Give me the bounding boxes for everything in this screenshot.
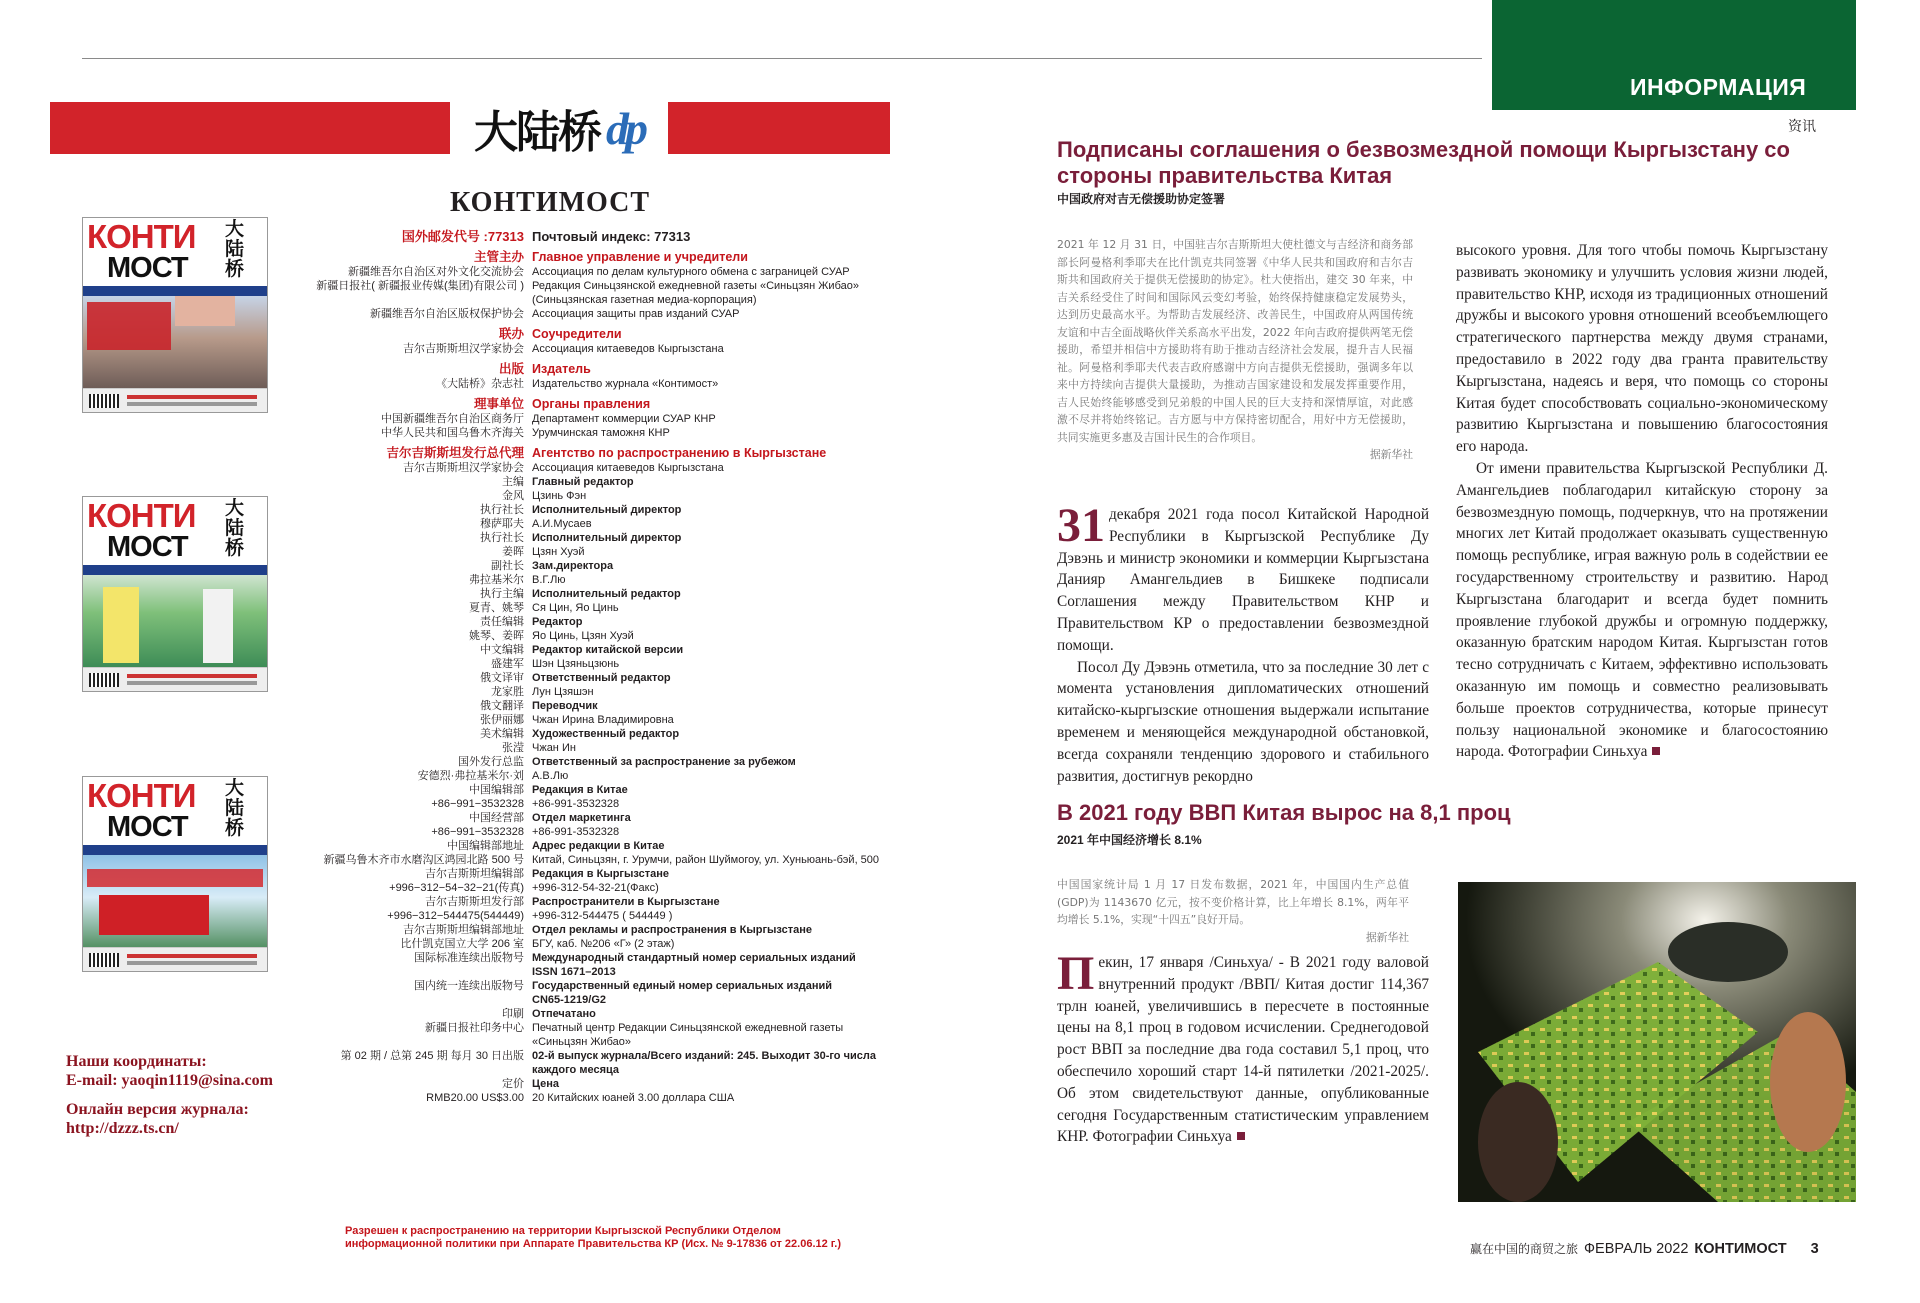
masthead-value-ru: Редакция Синьцзянской ежедневной газеты «Синьцзян Жибао» (Синьцзянская газетная медиа-корпорация) — [532, 280, 859, 306]
cover-cn-title: 大陆桥 — [225, 219, 245, 280]
section-title: ИНФОРМАЦИЯ — [1630, 74, 1807, 100]
masthead-value-ru: Редакция в Китае — [532, 784, 628, 796]
masthead-value-ru: Агентство по распространению в Кыргызстане — [532, 446, 827, 460]
masthead-value-ru: Главный редактор — [532, 476, 634, 488]
cover-band — [83, 286, 268, 296]
masthead-value-ru: Художественный редактор — [532, 728, 680, 740]
cover-cn-title: 大陆桥 — [225, 498, 245, 559]
masthead-value-ru: Цзинь Фэн — [532, 490, 587, 502]
masthead-label-cn: 执行社长 — [480, 532, 524, 544]
article-cn-headline: 2021 年中国经济增长 8.1% — [1057, 833, 1202, 847]
cover-barcode-icon — [83, 667, 268, 691]
masthead-label-cn: 龙家胜 — [491, 686, 524, 698]
magazine-logo — [450, 94, 668, 162]
masthead-label-cn: 主管主办 — [473, 250, 524, 264]
masthead-label-cn: 新疆日报社印务中心 — [425, 1022, 524, 1034]
cn-source: 据新华社 — [1369, 448, 1413, 461]
masthead-row — [280, 1021, 900, 1049]
cover-photo-detail — [175, 296, 235, 326]
cn-body: 中国国家统计局 1 月 17 日发布数据，2021 年，中国国内生产总值(GDP)为 1143670 亿元，按不变价格计算，比上年增长 8.1%，两年平均增长 5.1%，实现“十四五”良好开局。 — [1057, 878, 1409, 926]
masthead-label-cn: 吉尔吉斯斯坦汉学家协会 — [403, 343, 524, 355]
masthead-value-ru: Урумчинская таможня КНР — [532, 427, 670, 439]
masthead-row — [280, 461, 900, 475]
end-mark-icon — [1237, 1132, 1245, 1140]
masthead-value-ru: +996-312-54-32-21(Факс) — [532, 882, 659, 894]
masthead-label-cn: +86−991−3532328 — [431, 826, 524, 838]
cn-body: 2021 年 12 月 31 日，中国驻吉尔吉斯斯坦大使杜德文与吉经济和商务部部长阿曼格利季耶夫在比什凯克共同签署《中华人民共和国政府和吉尔吉斯共和国政府关于提供无偿援助的协定》。杜大使指出，建交 30 年来，中吉关系经受住了时间和国际风云变幻考验，始终保持健康稳定发展势头，达到历史最高水平。为帮助吉发展经济、改善民生，中国政府从两国传统友谊和中吉全面战略伙伴关系高水平出发，2022 年向吉政府提供两笔无偿援助，希望并相信中方援助将有助于推动吉经济社会发展，提升吉人民福祉。阿曼格利季耶夫代表吉政府感谢中方向吉提供无偿援助，强调多年以来中方持续向吉提供大量援助，为推动吉国家建设和发展发挥重要作用，吉人民始终能够感受到兄弟般的中国人民的巨大支持和深情厚谊，对此感激不尽并将始终铭记。吉方愿与中方保持密切配合，用好中方无偿援助，共同实施更多惠及吉国计民生的合作项目。 — [1057, 238, 1413, 444]
masthead-row — [280, 951, 900, 965]
masthead-row — [280, 342, 900, 356]
masthead-row — [280, 503, 900, 517]
section-cn-title: 资讯 — [1788, 118, 1816, 134]
cover-barcode-icon — [83, 947, 268, 971]
masthead-row — [280, 230, 900, 244]
masthead-label-cn: 中文编辑 — [480, 644, 524, 656]
drop-cap: 31 — [1057, 499, 1105, 552]
distribution-permit: Разрешен к распространению на территории Кыргызской Республики Отделом информационной политики при Аппарате Правительства КР (Исх. № 9-17836 от 22.06.12 г.) — [345, 1225, 842, 1250]
masthead-label-cn: 比什凯克国立大学 206 室 — [400, 938, 524, 950]
masthead-row — [280, 909, 900, 923]
masthead-value-ru: Печатный центр Редакции Синьцзянской ежедневной газеты «Синьцзян Жибао» — [532, 1022, 844, 1048]
footer-brand: КОНТИМОСТ — [1694, 1241, 1787, 1257]
masthead-row — [280, 307, 900, 321]
masthead-label-cn: 《大陆桥》杂志社 — [436, 378, 524, 390]
masthead-label-cn: 张滢 — [502, 742, 524, 754]
masthead-label-cn — [280, 993, 532, 1007]
cover-subtitle: МОСТ — [107, 531, 188, 563]
masthead-value-ru: +86-991-3532328 — [532, 826, 620, 838]
masthead-row — [280, 895, 900, 909]
drop-cap: П — [1057, 947, 1095, 1000]
cover-photo-detail — [203, 589, 233, 663]
masthead-value-ru: Органы правления — [532, 397, 651, 411]
page-footer — [1470, 1240, 1819, 1257]
masthead-label-cn: 定价 — [502, 1078, 524, 1090]
cover-subtitle: МОСТ — [107, 252, 188, 284]
masthead-label-cn: 责任编辑 — [480, 616, 524, 628]
masthead-row — [280, 446, 900, 461]
contact-email[interactable]: E-mail: yaoqin1119@sina.com — [66, 1072, 273, 1089]
masthead — [280, 230, 900, 1105]
masthead-label-cn: 主编 — [502, 476, 524, 488]
masthead-row — [280, 1091, 900, 1105]
masthead-value-ru: Ассоциация защиты прав изданий СУАР — [532, 308, 740, 320]
masthead-row — [280, 853, 900, 867]
masthead-row — [280, 923, 900, 937]
masthead-label-cn: 吉尔吉斯斯坦发行部 — [425, 896, 524, 908]
paragraph: высокого уровня. Для того чтобы помочь Кыргызстану развивать экономику и улучшить условия жизни людей, правительство КНР, исходя из традиционных отношений дружбы и высокого уровня отношений всеобъемлющего стратегического партнерства между двумя странами, предоставило в 2022 году два гранта правительству Кыргызстана, надеясь и веря, что помощь со стороны Китая будет способствовать социально-экономическому развитию Кыргызстана и повышению благосостояния его народа. — [1456, 242, 1828, 456]
masthead-label-cn: +996−312−54−32−21(传真) — [389, 882, 524, 894]
masthead-row — [280, 426, 900, 440]
masthead-row — [280, 517, 900, 531]
masthead-value-ru: ISSN 1671–2013 — [532, 966, 616, 978]
masthead-label-cn: 国外邮发代号 :77313 — [401, 229, 524, 244]
masthead-value-ru: Чжан Ин — [532, 742, 576, 754]
masthead-row — [280, 1077, 900, 1091]
article-body-col2 — [1456, 240, 1828, 763]
masthead-row — [280, 545, 900, 559]
article-cn-text — [1057, 876, 1409, 946]
masthead-value-ru: Зам.директора — [532, 560, 614, 572]
masthead-row — [280, 362, 900, 377]
masthead-label-cn: 穆萨耶夫 — [480, 518, 524, 530]
logo-text: 大陆桥 — [474, 107, 600, 158]
masthead-value-ru: +86-991-3532328 — [532, 798, 620, 810]
masthead-row — [280, 573, 900, 587]
masthead-value-ru: Ассоциация китаеведов Кыргызстана — [532, 462, 724, 474]
masthead-label-cn: 中国经营部 — [469, 812, 524, 824]
paragraph: екин, 17 января /Синьхуа/ - В 2021 году валовой внутренний продукт /ВВП/ Китая достиг 114,367 трлн юаней, увеличившись в пересчете в постоянные цены на 8,1 проц в годовом исчислении. Среднегодовой рост ВВП за последние два года составил 5,1 проц, что обеспечило хороший старт 14-й пятилетки /2021-2025/. Об этом свидетельствуют данные, опубликованные сегодня Государственным статистическим управлением КНР. Фотографии Синьхуа — [1057, 954, 1429, 1146]
masthead-value-ru: Ответственный редактор — [532, 672, 671, 684]
cover-photo-detail — [87, 869, 263, 887]
masthead-value-ru: Распространители в Кыргызстане — [532, 896, 720, 908]
cover-band — [83, 565, 268, 575]
circuit-board-photo — [1458, 882, 1856, 1202]
paragraph: Посол Ду Дэвэнь отметила, что за последние 30 лет с момента установления дипломатических отношений китайско-кыргызские отношения выдержали испытание временем и меняющейся международной обстановкой, всегда сохраняли тенденцию здорового и стабильного развития, достигнув рекордно — [1057, 658, 1429, 785]
masthead-row — [280, 993, 900, 1007]
masthead-value-ru: Отдел рекламы и распространения в Кыргызстане — [532, 924, 813, 936]
cover-title: КОНТИ — [87, 218, 196, 255]
cover-cn-title: 大陆桥 — [225, 778, 245, 839]
masthead-row — [280, 811, 900, 825]
masthead-row — [280, 1049, 900, 1077]
masthead-row — [280, 250, 900, 265]
masthead-label-cn: 美术编辑 — [480, 728, 524, 740]
masthead-label-cn: 姜晖 — [502, 546, 524, 558]
masthead-label-cn: 新疆维吾尔自治区版权保护协会 — [370, 308, 524, 320]
article-headline: Подписаны соглашения о безвозмездной помощи Кыргызстану со стороны правительства Китая — [1057, 137, 1790, 188]
paragraph: декабря 2021 года посол Китайской Народной Республики в Кыргызской Республике Ду Дэвэнь и министр экономики и коммерции Кыргызстана Данияр Амангельдиев в Бишкеке подписали Соглашения между Правительством КНР и Правительством КР о предоставлении безвозмездной помощи. — [1057, 506, 1429, 654]
masthead-label-cn: 盛建军 — [491, 658, 524, 670]
cover-thumbnail — [82, 496, 268, 692]
masthead-value-ru: Ответственный за распространение за рубежом — [532, 756, 796, 768]
masthead-row — [280, 825, 900, 839]
masthead-label-cn: 吉尔吉斯斯坦编辑部地址 — [403, 924, 524, 936]
article-body-col1 — [1057, 499, 1429, 787]
online-version-link[interactable]: http://dzzz.ts.cn/ — [66, 1120, 179, 1137]
masthead-row — [280, 713, 900, 727]
masthead-label-cn: 国外发行总监 — [458, 756, 524, 768]
masthead-value-ru: Редактор китайской версии — [532, 644, 684, 656]
masthead-row — [280, 531, 900, 545]
masthead-row — [280, 587, 900, 601]
masthead-label-cn: 国际标准连续出版物号 — [414, 952, 524, 964]
masthead-value-ru: Цзян Хуэй — [532, 546, 585, 558]
masthead-label-cn: 夏青、姚琴 — [469, 602, 524, 614]
footer-month: ФЕВРАЛЬ 2022 — [1584, 1241, 1689, 1257]
masthead-row — [280, 769, 900, 783]
masthead-label-cn: 安德烈·弗拉基米尔·刘 — [417, 770, 524, 782]
masthead-row — [280, 643, 900, 657]
masthead-row — [280, 839, 900, 853]
page-number: 3 — [1810, 1241, 1819, 1257]
masthead-value-ru: Ассоциация по делам культурного обмена с заграницей СУАР — [532, 266, 850, 278]
masthead-value-ru: Редакция в Кыргызстане — [532, 868, 669, 880]
masthead-row — [280, 741, 900, 755]
masthead-row — [280, 867, 900, 881]
masthead-value-ru: А.В.Лю — [532, 770, 569, 782]
cover-barcode-icon — [83, 388, 268, 412]
masthead-row — [280, 475, 900, 489]
masthead-label-cn: 吉尔吉斯斯坦汉学家协会 — [403, 462, 524, 474]
cover-title: КОНТИ — [87, 777, 196, 814]
masthead-value-ru: Издательство журнала «Контимост» — [532, 378, 719, 390]
masthead-label-cn: 中华人民共和国乌鲁木齐海关 — [381, 427, 524, 439]
magazine-title: КОНТИМОСТ — [450, 187, 651, 218]
masthead-label-cn: 张伊丽娜 — [480, 714, 524, 726]
masthead-label-cn: 俄文翻译 — [480, 700, 524, 712]
masthead-value-ru: Исполнительный директор — [532, 504, 682, 516]
article-headline: В 2021 году ВВП Китая вырос на 8,1 проц — [1057, 800, 1511, 825]
masthead-value-ru: Отдел маркетинга — [532, 812, 631, 824]
end-mark-icon — [1652, 747, 1660, 755]
masthead-value-ru: Почтовый индекс: 77313 — [532, 229, 691, 244]
masthead-value-ru: 20 Китайских юаней 3.00 доллара США — [532, 1092, 735, 1104]
masthead-row — [280, 979, 900, 993]
masthead-label-cn: 俄文译审 — [480, 672, 524, 684]
masthead-row — [280, 397, 900, 412]
masthead-value-ru: БГУ, каб. №206 «Г» (2 этаж) — [532, 938, 675, 950]
masthead-row — [280, 727, 900, 741]
masthead-row — [280, 279, 900, 307]
masthead-label-cn: 新疆维吾尔自治区对外文化交流协会 — [348, 266, 524, 278]
masthead-value-ru: Редактор — [532, 616, 583, 628]
masthead-value-ru: Исполнительный редактор — [532, 588, 681, 600]
masthead-row — [280, 629, 900, 643]
masthead-value-ru: Отпечатано — [532, 1008, 596, 1020]
masthead-label-cn: 中国新疆维吾尔自治区商务厅 — [381, 413, 524, 425]
masthead-row — [280, 755, 900, 769]
masthead-label-cn: 吉尔吉斯斯坦发行总代理 — [386, 446, 524, 460]
masthead-row — [280, 327, 900, 342]
masthead-value-ru: 02-й выпуск журнала/Всего изданий: 245. Выходит 30-го числа каждого месяца — [532, 1050, 876, 1076]
masthead-label-cn: 中国编辑部地址 — [447, 840, 524, 852]
masthead-row — [280, 671, 900, 685]
masthead-row — [280, 881, 900, 895]
contact-block — [66, 1052, 273, 1138]
masthead-row — [280, 615, 900, 629]
masthead-row — [280, 797, 900, 811]
masthead-row — [280, 377, 900, 391]
masthead-label-cn: 印刷 — [502, 1008, 524, 1020]
article-body — [1057, 947, 1429, 1148]
photo-illustration — [1458, 882, 1856, 1202]
masthead-label-cn: 吉尔吉斯斯坦编辑部 — [425, 868, 524, 880]
masthead-label-cn: 国内统一连续出版物号 — [414, 980, 524, 992]
masthead-label-cn: 第 02 期 / 总第 245 期 每月 30 日出版 — [340, 1050, 524, 1062]
masthead-row — [280, 559, 900, 573]
masthead-label-cn: +86−991−3532328 — [431, 798, 524, 810]
masthead-row — [280, 783, 900, 797]
masthead-value-ru: Главное управление и учредители — [532, 250, 748, 264]
masthead-row — [280, 601, 900, 615]
masthead-row — [280, 699, 900, 713]
masthead-label-cn: 姚琴、姜晖 — [469, 630, 524, 642]
contact-heading: Наши координаты: — [66, 1053, 207, 1070]
masthead-label-cn: 出版 — [498, 362, 524, 376]
top-rule — [82, 58, 1482, 59]
article-cn-headline: 中国政府对吉无偿援助协定签署 — [1057, 192, 1226, 206]
masthead-value-ru: Ассоциация китаеведов Кыргызстана — [532, 343, 724, 355]
masthead-label-cn: +996−312−544475(544449) — [387, 910, 524, 922]
cover-title: КОНТИ — [87, 497, 196, 534]
masthead-value-ru: Ся Цин, Яо Цинь — [532, 602, 619, 614]
cover-subtitle: МОСТ — [107, 811, 188, 843]
cover-band — [83, 845, 268, 855]
cn-source: 据新华社 — [1365, 930, 1409, 944]
cover-photo-detail — [87, 302, 171, 350]
masthead-value-ru: +996-312-544475 ( 544449 ) — [532, 910, 673, 922]
masthead-label-cn: RMB20.00 US$3.00 — [426, 1092, 524, 1104]
masthead-value-ru: CN65-1219/G2 — [532, 994, 606, 1006]
footer-cn: 赢在中国的商贸之旅 — [1470, 1242, 1579, 1256]
masthead-value-ru: Государственный единый номер сериальных изданий — [532, 980, 833, 992]
masthead-row — [280, 685, 900, 699]
masthead-value-ru: Исполнительный директор — [532, 532, 682, 544]
masthead-label-cn — [280, 965, 532, 979]
masthead-label-cn: 中国编辑部 — [469, 784, 524, 796]
online-version-label: Онлайн версия журнала: — [66, 1101, 249, 1118]
masthead-label-cn: 执行社长 — [480, 504, 524, 516]
masthead-value-ru: В.Г.Лю — [532, 574, 566, 586]
masthead-label-cn: 新疆日报社( 新疆报业传媒(集团)有限公司 ) — [316, 280, 524, 292]
cover-thumbnail — [82, 217, 268, 413]
masthead-row — [280, 412, 900, 426]
dp-logo-icon: dp — [606, 102, 644, 154]
masthead-label-cn: 金风 — [502, 490, 524, 502]
masthead-label-cn: 联办 — [498, 327, 524, 341]
cover-photo-detail — [99, 895, 209, 935]
masthead-value-ru: Шэн Цзяньцзюнь — [532, 658, 620, 670]
masthead-row — [280, 965, 900, 979]
cover-photo-detail — [103, 587, 139, 663]
masthead-row — [280, 265, 900, 279]
masthead-value-ru: Чжан Ирина Владимировна — [532, 714, 674, 726]
cover-thumbnail — [82, 776, 268, 972]
masthead-row — [280, 1007, 900, 1021]
masthead-row — [280, 937, 900, 951]
masthead-label-cn: 副社长 — [491, 560, 524, 572]
masthead-label-cn: 理事单位 — [473, 397, 524, 411]
paragraph: От имени правительства Кыргызской Республики Д. Амангельдиев поблагодарил китайскую сторону за безвозмездную помощь, подчеркнув, что на протяжении многих лет Китай продолжает оказывать существенную помощь республике, играя важную роль в содействии ее государственному строительству и развитию. Народ Кыргызстана благодарит и всегда будет помнить проявление глубокой дружбы и огромную поддержку, оказанную братским народом Китая. Кыргызстан готов тесно сотрудничать с Китаем, эффективно использовать оказанную им помощь и совместно реализовывать больше проектов сотрудничества, которые принесут пользу национальной экономике и благосостоянию народа. Фотографии Синьхуа — [1456, 459, 1828, 761]
masthead-label-cn: 弗拉基米尔 — [469, 574, 524, 586]
masthead-value-ru: Цена — [532, 1078, 560, 1090]
masthead-value-ru: Китай, Синьцзян, г. Урумчи, район Шуймогоу, ул. Хуньюань-бэй, 500 — [532, 854, 880, 866]
masthead-value-ru: Переводчик — [532, 700, 598, 712]
masthead-value-ru: Департамент коммерции СУАР КНР — [532, 413, 716, 425]
masthead-value-ru: Яо Цинь, Цзян Хуэй — [532, 630, 634, 642]
masthead-value-ru: Лун Цзяшэн — [532, 686, 594, 698]
article-cn-text — [1057, 236, 1413, 464]
masthead-value-ru: А.И.Мусаев — [532, 518, 592, 530]
masthead-value-ru: Адрес редакции в Китае — [532, 840, 665, 852]
masthead-row — [280, 489, 900, 503]
masthead-label-cn: 执行主编 — [480, 588, 524, 600]
masthead-value-ru: Соучредители — [532, 327, 622, 341]
masthead-row — [280, 657, 900, 671]
masthead-value-ru: Международный стандартный номер сериальных изданий — [532, 952, 856, 964]
masthead-value-ru: Издатель — [532, 362, 591, 376]
masthead-label-cn: 新疆乌鲁木齐市水磨沟区鸿园北路 500 号 — [323, 854, 524, 866]
